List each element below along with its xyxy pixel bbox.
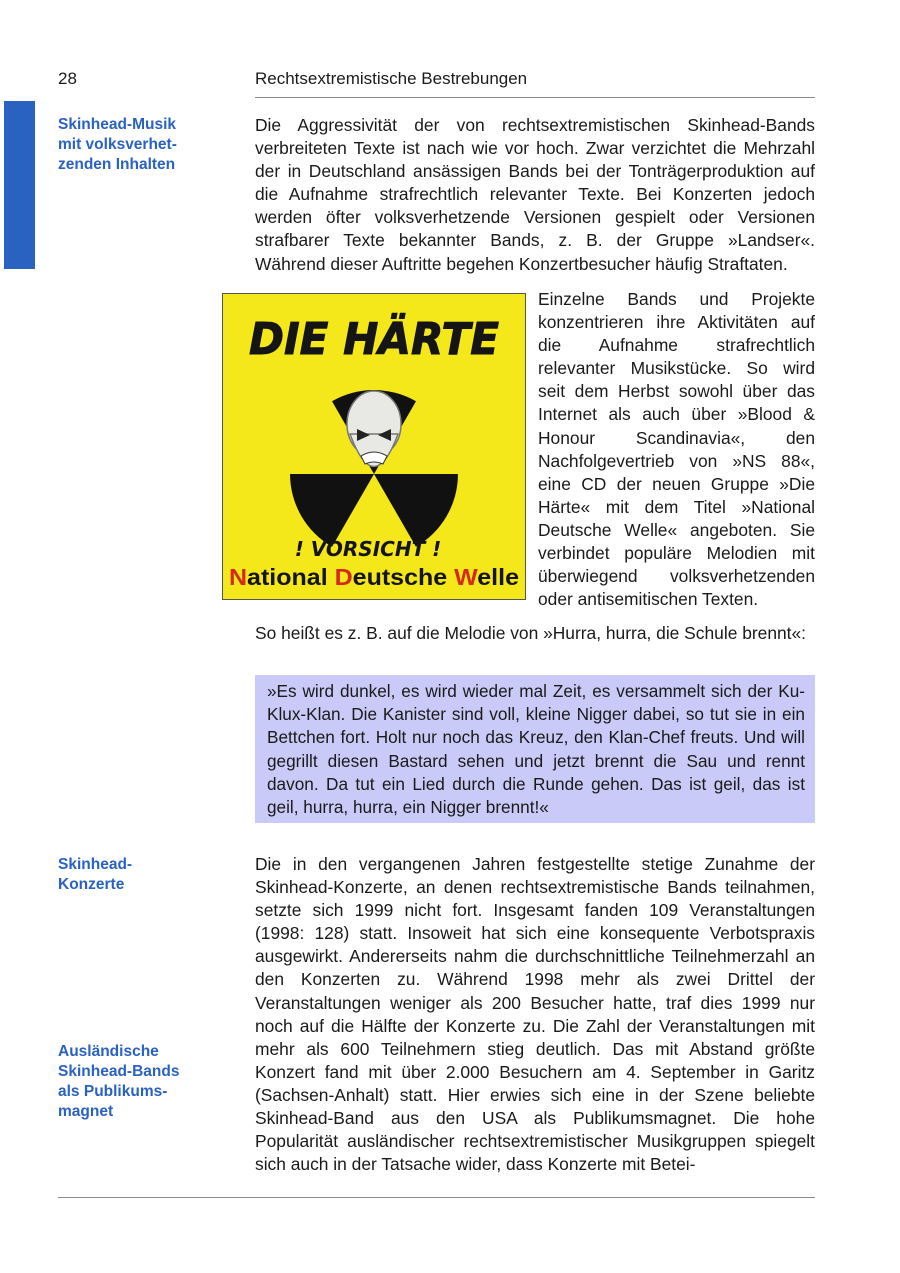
paragraph-melodie-intro: So heißt es z. B. auf die Melodie von »Hurra, hurra, die Schule brennt«: bbox=[255, 623, 807, 643]
margin-note-skinhead-musik: Skinhead-Musik mit volksverhet- zenden Inhalten bbox=[58, 116, 177, 173]
cd-cover-band-name: DIE HÄRTE bbox=[249, 314, 511, 365]
lyrics-quote-box bbox=[255, 675, 815, 823]
skull-face-icon bbox=[347, 391, 401, 467]
chapter-tab-marker bbox=[4, 101, 35, 269]
paragraph-aggressivitaet: Die Aggressivität der von rechtsextremistischen Skinhead-Bands verbreiteten Texte ist nach wie vor hoch. Zwar verzichtet die Mehrzahl der in Deutschland ansässigen Bands bei der Tonträgerproduktion auf die Aufnahme strafrechtlich relevanter Texte. Bei Konzerten jedoch werden öfter volksverhetzende Versionen gespielt oder Versionen strafbarer Texte bekannter Bands, z. B. der Gruppe »Landser«. Während dieser Auftritte begehen Konzertbesucher häufig Straftaten. bbox=[255, 115, 815, 274]
margin-note-auslaendische-bands: Ausländische Skinhead-Bands als Publikums- magnet bbox=[58, 1043, 180, 1120]
cd-cover-title: National Deutsche Welle bbox=[229, 564, 516, 590]
lyrics-quote-text: »Es wird dunkel, es wird wieder mal Zeit, es versammelt sich der Ku-Klux-Klan. Die Kanister sind voll, kleine Nigger dabei, so tut sie in ein Bettchen fort. Holt nur noch das Kreuz, den Klan-Chef freuts. Und will gegrillt diesen Bastard sehen und jetzt brennt die Sau und rennt davon. Da tut ein Lied durch die Runde gehen. Das ist geil, das ist geil, hurra, hurra, ein Nigger brennt!« bbox=[267, 681, 805, 818]
margin-note-skinhead-konzerte: Skinhead- Konzerte bbox=[58, 856, 133, 893]
page-number: 28 bbox=[58, 69, 77, 88]
cd-cover-warning: ! VORSICHT ! bbox=[294, 537, 442, 561]
running-title: Rechtsextremistische Bestrebungen bbox=[255, 69, 528, 88]
footer-rule bbox=[58, 1197, 815, 1198]
cd-cover-image bbox=[222, 293, 526, 600]
paragraph-einzelne-bands: Einzelne Bands und Projekte konzentrieren ihre Aktivitäten auf die Aufnahme strafrechtlich relevanter Musikstücke. So wird seit dem Herbst sowohl über das Internet als auch über »Blood & Honour Scandinavia«, den Nachfolgevertrieb von »NS 88«, eine CD der neuen Gruppe »Die Härte« mit dem Titel »National Deutsche Welle« angeboten. Sie verbindet populäre Melodien mit überwiegend volksverhetzenden oder antisemitischen Texten. bbox=[538, 289, 815, 610]
header-rule bbox=[255, 97, 815, 98]
paragraph-skinhead-konzerte: Die in den vergangenen Jahren festgestellte stetige Zunahme der Skinhead-Konzerte, an denen rechtsextremistische Bands teilnahmen, setzte sich 1999 nicht fort. Insgesamt fanden 109 Veranstaltungen (1998: 128) statt. Insoweit hat sich eine konsequente Verbotspraxis ausgewirkt. Andererseits nahm die durchschnittliche Teilnehmerzahl an den Konzerten zu. Während 1998 mehr als zwei Drittel der Veranstaltungen weniger als 200 Besucher hatte, traf dies 1999 nur noch auf die Hälfte der Konzerte zu. Die Zahl der Veranstaltungen mit mehr als 600 Teilnehmern stieg deutlich. Das mit Abstand größte Konzert fand mit über 2.000 Besuchern am 4. September in Garitz (Sachsen-Anhalt) statt. Hier erwies sich eine in der Szene beliebte Skinhead-Band aus den USA als Publikumsmagnet. Die hohe Popularität ausländischer rechtsextremistischer Musikgruppen spiegelt sich auch in der Tatsache wider, dass Konzerte mit Betei- bbox=[255, 854, 815, 1175]
